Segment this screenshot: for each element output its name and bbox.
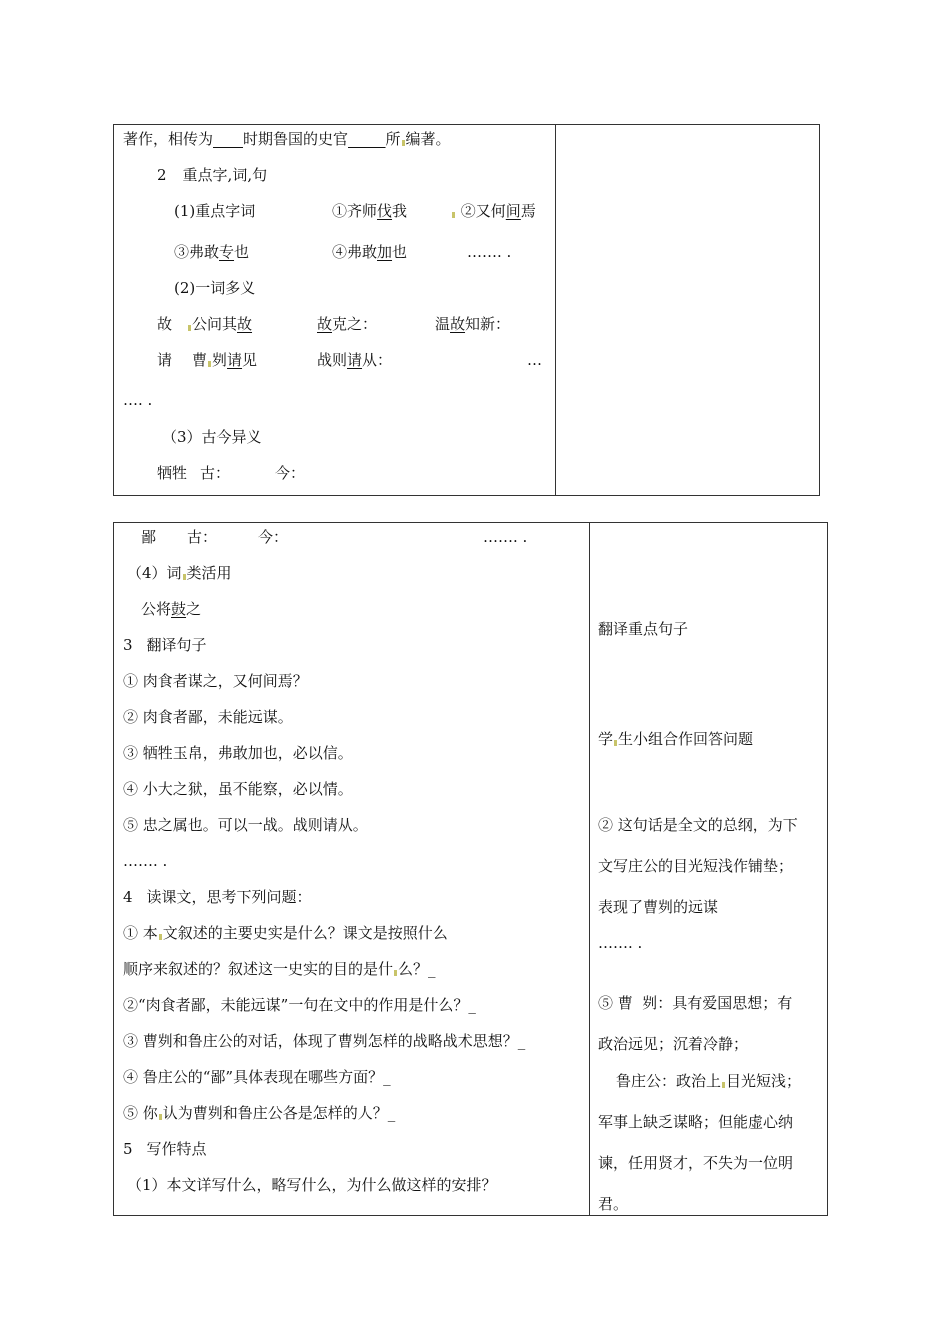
t2-right-8: 政治远见；沉着冷静；: [598, 1035, 749, 1053]
t1-section-2: 2 重点字,词,句: [157, 166, 268, 184]
t2-line-1-jin: 今：: [258, 528, 289, 546]
t2-line-1-word: 鄙: [141, 528, 157, 546]
t1-line-5: (2)一词多义: [174, 279, 256, 297]
t2-line-2: （4）词 类活用: [127, 564, 232, 582]
mark-dot: [402, 140, 405, 146]
t2-sentence-1: ① 肉食者谋之，又何间焉？: [123, 672, 308, 690]
t2-sentence-5: ⑤ 忠之属也。可以一战。战则请从。: [123, 816, 368, 834]
column-divider: [555, 125, 556, 495]
mark-dot: [722, 1082, 725, 1088]
t1-line-1: 著作，相传为____时期鲁国的史官_____所 编著。: [123, 130, 451, 148]
t1-line-6-word: 故: [157, 315, 173, 333]
t2-writing-q1: （1）本文详写什么，略写什么，为什么做这样的安排？: [127, 1176, 497, 1194]
t2-question-4: ④ 鲁庄公的“鄙”具体表现在哪些方面？_: [123, 1068, 391, 1086]
t2-right-9: 鲁庄公：政治上 目光短浅；: [616, 1072, 802, 1090]
t2-right-2: 学 生小组合作回答问题: [598, 730, 754, 748]
t2-right-12: 君。: [598, 1195, 629, 1213]
t1-line-3-item-1: ①齐师伐我: [332, 202, 408, 220]
t2-section-5: 5 写作特点: [123, 1140, 207, 1158]
t2-section-3: 3 翻译句子: [123, 636, 207, 654]
t1-line-7-b: 战则请从：: [317, 351, 393, 369]
t1-line-7-word: 请: [157, 351, 173, 369]
t2-question-1b: 顺序来叙述的？叙述这一史实的目的是什 么？_: [123, 960, 436, 978]
t2-right-5: 表现了曹刿的远谋: [598, 898, 719, 916]
t1-line-7-a: 曹 刿请见: [192, 351, 258, 369]
t1-line-4-item-4: ④弗敢加也: [332, 243, 408, 261]
mark-dot: [159, 1114, 162, 1120]
t1-line-6-a: 公问其故: [187, 314, 252, 334]
t1-line-3-item-2: ②又何间焉: [451, 201, 536, 221]
mark-dot: [183, 574, 186, 580]
mark-dot: [159, 934, 162, 940]
t2-ellipsis: ……. .: [123, 852, 168, 870]
t1-line-4-item-3: ③弗敢专也: [174, 243, 250, 261]
t2-line-1-gu: 古：: [187, 528, 218, 546]
mark-dot: [188, 325, 191, 331]
t2-right-4: 文写庄公的目光短浅作铺垫；: [598, 857, 794, 875]
mark-dot: [208, 361, 211, 367]
mark-dot: [452, 212, 455, 218]
t1-line-3-label: (1)重点字词: [174, 202, 256, 220]
t2-right-1: 翻译重点句子: [598, 620, 689, 638]
t1-line-8: …. .: [123, 391, 153, 409]
t1-line-4-ellipsis: ……. .: [467, 243, 512, 261]
t2-sentence-4: ④ 小大之狱，虽不能察，必以情。: [123, 780, 353, 798]
t1-line-10-gu: 古：: [200, 464, 231, 482]
t1-line-7-ellipsis: …: [527, 351, 542, 369]
t2-question-2: ②“肉食者鄙，未能远谋”一句在文中的作用是什么？_: [123, 996, 476, 1014]
t2-line-1-ellipsis: ……. .: [483, 528, 528, 546]
t2-right-7: ⑤ 曹 刿：具有爱国思想；有: [598, 994, 793, 1012]
t2-right-6: ……. .: [598, 934, 643, 952]
mark-dot: [614, 740, 617, 746]
t2-sentence-3: ③ 牺牲玉帛，弗敢加也，必以信。: [123, 744, 353, 762]
t1-line-6-c: 温故知新：: [435, 315, 511, 333]
t2-line-3: 公将鼓之: [141, 600, 202, 618]
t1-line-10-jin: 今：: [275, 464, 306, 482]
t2-right-10: 军事上缺乏谋略；但能虚心纳: [598, 1113, 794, 1131]
t2-question-1a: ① 本 文叙述的主要史实是什么？课文是按照什么: [123, 924, 448, 942]
column-divider: [589, 523, 590, 1215]
t1-line-10-word: 牺牲: [157, 464, 188, 482]
t1-line-6-b: 故克之：: [317, 315, 378, 333]
t1-line-9: （3）古今异义: [162, 428, 262, 446]
t2-right-3: ② 这句话是全文的总纲，为下: [598, 816, 798, 834]
t2-sentence-2: ② 肉食者鄙，未能远谋。: [123, 708, 293, 726]
t2-question-5: ⑤ 你 认为曹刿和鲁庄公各是怎样的人？_: [123, 1104, 396, 1122]
t2-section-4: 4 读课文，思考下列问题：: [123, 888, 312, 906]
t2-right-11: 谏，任用贤才，不失为一位明: [598, 1154, 794, 1172]
t2-question-3: ③ 曹刿和鲁庄公的对话，体现了曹刿怎样的战略战术思想？_: [123, 1032, 526, 1050]
mark-dot: [394, 970, 397, 976]
